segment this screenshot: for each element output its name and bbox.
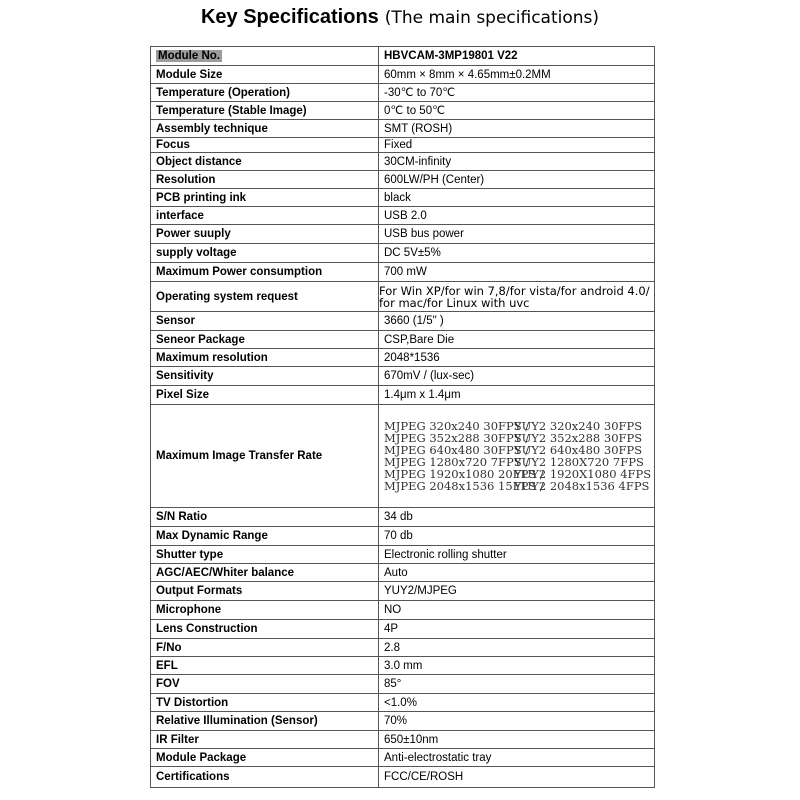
spec-value: SMT (ROSH) — [379, 120, 655, 138]
yuy2-rate: YUY2 1920X1080 4FPS — [514, 467, 652, 481]
page-title — [0, 6, 800, 29]
mjpeg-rate: MJPEG 320x240 30FPS / — [384, 419, 530, 433]
spec-value: 2048*1536 — [379, 349, 655, 367]
spec-row — [151, 189, 655, 207]
spec-header-row — [151, 47, 655, 66]
yuy2-rate: YUY2 640x480 30FPS — [514, 443, 643, 457]
spec-value: Anti-electrostatic tray — [379, 749, 655, 767]
spec-header-value: HBVCAM-3MP19801 V22 — [379, 47, 655, 66]
spec-row — [151, 601, 655, 620]
spec-label: Microphone — [151, 601, 379, 620]
mjpeg-rate: MJPEG 1280x720 7FPS / — [384, 455, 530, 469]
spec-row — [151, 331, 655, 349]
spec-row — [151, 564, 655, 582]
spec-row — [151, 767, 655, 788]
spec-label: IR Filter — [151, 731, 379, 749]
spec-row — [151, 731, 655, 749]
spec-value: <1.0% — [379, 694, 655, 712]
spec-row — [151, 620, 655, 639]
spec-label: S/N Ratio — [151, 508, 379, 527]
spec-row — [151, 84, 655, 102]
spec-value: Electronic rolling shutter — [379, 546, 655, 564]
spec-label: Maximum Power consumption — [151, 263, 379, 282]
title-main: Key Specifications — [200, 6, 379, 28]
spec-value: 85° — [379, 675, 655, 694]
spec-value: USB bus power — [379, 225, 655, 244]
spec-label: EFL — [151, 657, 379, 675]
spec-value: 60mm × 8mm × 4.65mm±0.2MM — [379, 66, 655, 84]
title-subtitle: (The main specifications) — [384, 8, 600, 28]
spec-value: 650±10nm — [379, 731, 655, 749]
spec-value: CSP,Bare Die — [379, 331, 655, 349]
spec-label: Lens Construction — [151, 620, 379, 639]
spec-value: 3660 (1/5" ) — [379, 312, 655, 331]
spec-label: Operating system request — [151, 282, 379, 312]
spec-row — [151, 675, 655, 694]
spec-label: Maximum Image Transfer Rate — [151, 405, 379, 508]
spec-value: 600LW/PH (Center) — [379, 171, 655, 189]
spec-value: 670mV / (lux-sec) — [379, 367, 655, 386]
spec-label: FOV — [151, 675, 379, 694]
spec-value: black — [379, 189, 655, 207]
spec-label: TV Distortion — [151, 694, 379, 712]
spec-label: Seneor Package — [151, 331, 379, 349]
spec-label: PCB printing ink — [151, 189, 379, 207]
spec-label: Certifications — [151, 767, 379, 788]
spec-value: 2.8 — [379, 639, 655, 657]
spec-label: Assembly technique — [151, 120, 379, 138]
spec-value: 0℃ to 50℃ — [379, 102, 655, 120]
spec-label: Relative Illumination (Sensor) — [151, 712, 379, 731]
spec-label: Temperature (Stable Image) — [151, 102, 379, 120]
spec-row — [151, 66, 655, 84]
spec-label: Focus — [151, 138, 379, 153]
spec-row — [151, 207, 655, 225]
spec-row — [151, 749, 655, 767]
spec-label: interface — [151, 207, 379, 225]
spec-value: 3.0 mm — [379, 657, 655, 675]
spec-value: USB 2.0 — [379, 207, 655, 225]
spec-value: YUY2/MJPEG — [379, 582, 655, 601]
spec-row — [151, 349, 655, 367]
spec-label: supply voltage — [151, 244, 379, 263]
spec-label: Object distance — [151, 153, 379, 171]
spec-row — [151, 244, 655, 263]
spec-row — [151, 657, 655, 675]
spec-value: NO — [379, 601, 655, 620]
spec-value: 70 db — [379, 527, 655, 546]
spec-row — [151, 546, 655, 564]
spec-value: 34 db — [379, 508, 655, 527]
spec-table — [150, 46, 655, 788]
spec-row — [151, 312, 655, 331]
spec-label: Sensitivity — [151, 367, 379, 386]
spec-value: FCC/CE/ROSH — [379, 767, 655, 788]
spec-row — [151, 225, 655, 244]
spec-row — [151, 102, 655, 120]
mjpeg-rate: MJPEG 2048x1536 15FPS / — [384, 479, 544, 493]
spec-row — [151, 694, 655, 712]
spec-label: Maximum resolution — [151, 349, 379, 367]
spec-value: Fixed — [379, 138, 655, 153]
spec-row — [151, 639, 655, 657]
spec-label: Sensor — [151, 312, 379, 331]
spec-row-os — [151, 282, 655, 312]
spec-row — [151, 386, 655, 405]
os-line-1: For Win XP/for win 7,8/for vista/for android 4.0/ — [379, 283, 650, 298]
spec-label: AGC/AEC/Whiter balance — [151, 564, 379, 582]
spec-label: Resolution — [151, 171, 379, 189]
spec-value: 1.4μm x 1.4μm — [379, 386, 655, 405]
mjpeg-rate: MJPEG 1920x1080 20FPS / — [384, 467, 544, 481]
spec-value-os — [379, 282, 655, 312]
spec-label: Temperature (Operation) — [151, 84, 379, 102]
spec-label: Output Formats — [151, 582, 379, 601]
spec-label: Shutter type — [151, 546, 379, 564]
spec-row-rates — [151, 405, 655, 508]
mjpeg-rate: MJPEG 352x288 30FPS / — [384, 431, 530, 445]
os-line-2: for mac/for Linux with uvc — [379, 295, 530, 310]
spec-row — [151, 582, 655, 601]
spec-row — [151, 712, 655, 731]
spec-value: -30℃ to 70℃ — [379, 84, 655, 102]
spec-row — [151, 138, 655, 153]
spec-value: Auto — [379, 564, 655, 582]
spec-label: F/No — [151, 639, 379, 657]
spec-row — [151, 120, 655, 138]
spec-label: Pixel Size — [151, 386, 379, 405]
spec-row — [151, 153, 655, 171]
yuy2-rate: YUY2 2048x1536 4FPS — [514, 479, 650, 493]
spec-value: 700 mW — [379, 263, 655, 282]
yuy2-rate: YUY2 352x288 30FPS — [514, 431, 643, 445]
mjpeg-rate: MJPEG 640x480 30FPS / — [384, 443, 530, 457]
spec-row — [151, 527, 655, 546]
spec-label: Max Dynamic Range — [151, 527, 379, 546]
spec-row — [151, 171, 655, 189]
transfer-rate-list — [379, 405, 655, 508]
spec-value: 30CM-infinity — [379, 153, 655, 171]
spec-row — [151, 508, 655, 527]
spec-value: 70% — [379, 712, 655, 731]
spec-row — [151, 263, 655, 282]
spec-label: Module Package — [151, 749, 379, 767]
spec-header-label: Module No. — [151, 47, 379, 66]
transfer-rate-line — [384, 480, 654, 492]
spec-value: 4P — [379, 620, 655, 639]
spec-row — [151, 367, 655, 386]
spec-label: Power suuply — [151, 225, 379, 244]
yuy2-rate: YUY2 1280X720 7FPS — [514, 455, 644, 469]
yuy2-rate: YUY2 320x240 30FPS — [514, 419, 643, 433]
spec-value: DC 5V±5% — [379, 244, 655, 263]
spec-label: Module Size — [151, 66, 379, 84]
